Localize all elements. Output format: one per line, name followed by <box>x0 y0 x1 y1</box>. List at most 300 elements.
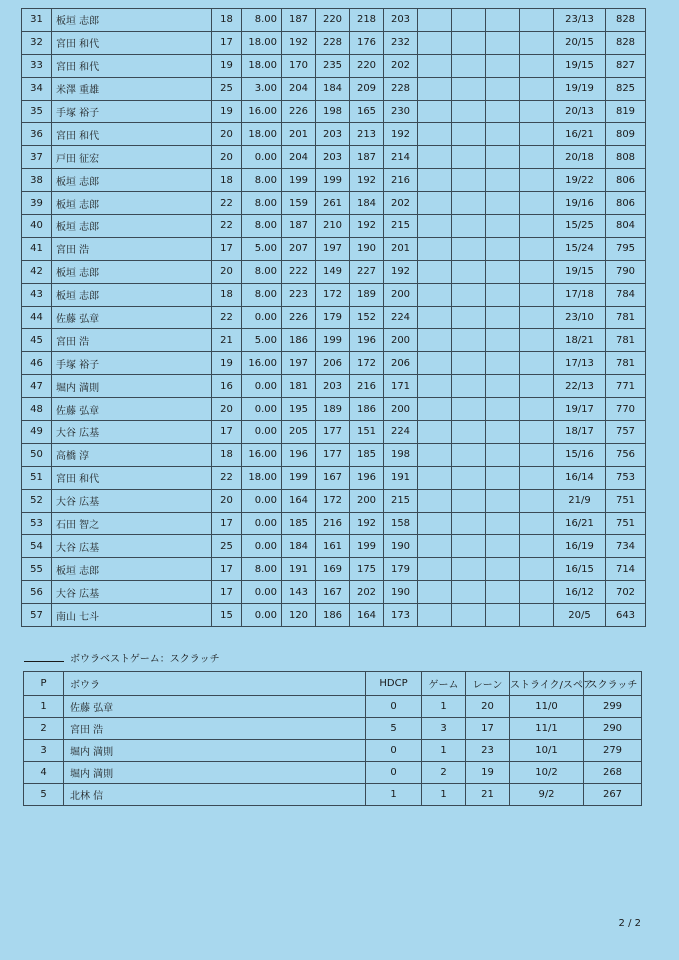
header-strike-spare: ストライク/スペア <box>510 672 584 696</box>
game4-cell: 200 <box>384 329 418 352</box>
empty-cell <box>452 421 486 444</box>
empty-cell <box>418 169 452 192</box>
empty-cell <box>452 466 486 489</box>
total-cell: 795 <box>606 237 646 260</box>
empty-cell <box>486 329 520 352</box>
table-row <box>22 31 646 54</box>
bowler-name-cell: 手塚 裕子 <box>52 352 212 375</box>
game1-cell: 164 <box>282 489 316 512</box>
empty-cell <box>486 31 520 54</box>
table-row <box>22 489 646 512</box>
page-number: 2 / 2 <box>618 918 641 929</box>
table-row <box>22 375 646 398</box>
lane-cell: 19 <box>466 762 510 784</box>
hdcp-cell: 8.00 <box>242 283 282 306</box>
strike-spare-cell: 20/18 <box>554 146 606 169</box>
strike-spare-cell: 19/15 <box>554 260 606 283</box>
empty-cell <box>486 123 520 146</box>
rank-cell: 38 <box>22 169 52 192</box>
table-row <box>22 9 646 32</box>
empty-cell <box>520 169 554 192</box>
hdcp-cell: 8.00 <box>242 9 282 32</box>
empty-cell <box>418 489 452 512</box>
empty-cell <box>418 123 452 146</box>
empty-cell <box>418 260 452 283</box>
empty-cell <box>452 443 486 466</box>
p-cell: 3 <box>24 740 64 762</box>
game3-cell: 200 <box>350 489 384 512</box>
total-cell: 806 <box>606 192 646 215</box>
bowler-name-cell: 宮田 浩 <box>52 329 212 352</box>
bowler-name-cell: 高橋 淳 <box>52 443 212 466</box>
rank-cell: 54 <box>22 535 52 558</box>
title-rule <box>24 661 64 662</box>
game4-cell: 232 <box>384 31 418 54</box>
lane-cell: 20 <box>212 123 242 146</box>
game4-cell: 191 <box>384 466 418 489</box>
rank-cell: 50 <box>22 443 52 466</box>
best-game-table <box>23 671 642 806</box>
lane-cell: 18 <box>212 443 242 466</box>
empty-cell <box>452 192 486 215</box>
game1-cell: 201 <box>282 123 316 146</box>
game1-cell: 143 <box>282 581 316 604</box>
empty-cell <box>452 123 486 146</box>
empty-cell <box>486 421 520 444</box>
table-row <box>22 77 646 100</box>
empty-cell <box>486 260 520 283</box>
empty-cell <box>486 443 520 466</box>
game3-cell: 176 <box>350 31 384 54</box>
game2-cell: 210 <box>316 215 350 238</box>
empty-cell <box>520 558 554 581</box>
rank-cell: 37 <box>22 146 52 169</box>
hdcp-cell: 0.00 <box>242 512 282 535</box>
bowler-name-cell: 佐藤 弘章 <box>52 306 212 329</box>
game1-cell: 226 <box>282 100 316 123</box>
game3-cell: 189 <box>350 283 384 306</box>
p-cell: 4 <box>24 762 64 784</box>
game3-cell: 187 <box>350 146 384 169</box>
total-cell: 781 <box>606 352 646 375</box>
bowler-name-cell: 板垣 志郎 <box>52 283 212 306</box>
lane-cell: 17 <box>212 237 242 260</box>
empty-cell <box>452 77 486 100</box>
bowler-name-cell: 板垣 志郎 <box>52 9 212 32</box>
rank-cell: 55 <box>22 558 52 581</box>
game1-cell: 195 <box>282 398 316 421</box>
hdcp-cell: 0.00 <box>242 421 282 444</box>
game4-cell: 179 <box>384 558 418 581</box>
empty-cell <box>418 192 452 215</box>
empty-cell <box>452 54 486 77</box>
game2-cell: 169 <box>316 558 350 581</box>
lane-cell: 21 <box>212 329 242 352</box>
game4-cell: 192 <box>384 260 418 283</box>
empty-cell <box>520 604 554 627</box>
total-cell: 809 <box>606 123 646 146</box>
table-row <box>22 260 646 283</box>
game-cell: 3 <box>422 718 466 740</box>
game4-cell: 201 <box>384 237 418 260</box>
lane-cell: 19 <box>212 100 242 123</box>
game2-cell: 203 <box>316 375 350 398</box>
total-cell: 771 <box>606 375 646 398</box>
empty-cell <box>486 169 520 192</box>
game2-cell: 203 <box>316 123 350 146</box>
empty-cell <box>452 9 486 32</box>
lane-cell: 21 <box>466 784 510 806</box>
game1-cell: 185 <box>282 512 316 535</box>
game3-cell: 185 <box>350 443 384 466</box>
empty-cell <box>520 581 554 604</box>
total-cell: 751 <box>606 512 646 535</box>
lane-cell: 20 <box>212 260 242 283</box>
game2-cell: 199 <box>316 329 350 352</box>
total-cell: 734 <box>606 535 646 558</box>
empty-cell <box>418 54 452 77</box>
total-cell: 756 <box>606 443 646 466</box>
total-cell: 751 <box>606 489 646 512</box>
empty-cell <box>452 31 486 54</box>
game3-cell: 152 <box>350 306 384 329</box>
rank-cell: 36 <box>22 123 52 146</box>
empty-cell <box>486 558 520 581</box>
game3-cell: 216 <box>350 375 384 398</box>
empty-cell <box>486 535 520 558</box>
total-cell: 757 <box>606 421 646 444</box>
game1-cell: 205 <box>282 421 316 444</box>
game2-cell: 235 <box>316 54 350 77</box>
empty-cell <box>486 375 520 398</box>
empty-cell <box>520 31 554 54</box>
table-row <box>24 762 642 784</box>
strike-spare-cell: 9/2 <box>510 784 584 806</box>
bowler-name-cell: 堀内 満則 <box>52 375 212 398</box>
table-row <box>22 581 646 604</box>
game4-cell: 215 <box>384 489 418 512</box>
empty-cell <box>452 100 486 123</box>
empty-cell <box>520 77 554 100</box>
empty-cell <box>418 100 452 123</box>
empty-cell <box>486 100 520 123</box>
empty-cell <box>452 535 486 558</box>
game4-cell: 171 <box>384 375 418 398</box>
table-row <box>22 306 646 329</box>
table-row <box>22 604 646 627</box>
empty-cell <box>452 512 486 535</box>
game1-cell: 187 <box>282 215 316 238</box>
empty-cell <box>418 9 452 32</box>
hdcp-cell: 16.00 <box>242 443 282 466</box>
hdcp-cell: 5 <box>366 718 422 740</box>
hdcp-cell: 8.00 <box>242 192 282 215</box>
best-game-title: ボウラベストゲーム：スクラッチ <box>70 654 220 665</box>
game3-cell: 218 <box>350 9 384 32</box>
game3-cell: 220 <box>350 54 384 77</box>
hdcp-cell: 16.00 <box>242 352 282 375</box>
game1-cell: 204 <box>282 77 316 100</box>
strike-spare-cell: 16/19 <box>554 535 606 558</box>
game-cell: 1 <box>422 784 466 806</box>
total-cell: 702 <box>606 581 646 604</box>
hdcp-cell: 5.00 <box>242 237 282 260</box>
game1-cell: 204 <box>282 146 316 169</box>
table-row <box>22 352 646 375</box>
game3-cell: 227 <box>350 260 384 283</box>
empty-cell <box>452 306 486 329</box>
bowler-name-cell: 大谷 広基 <box>52 421 212 444</box>
lane-cell: 17 <box>466 718 510 740</box>
lane-cell: 23 <box>466 740 510 762</box>
empty-cell <box>452 237 486 260</box>
empty-cell <box>486 77 520 100</box>
hdcp-cell: 1 <box>366 784 422 806</box>
game-cell: 1 <box>422 740 466 762</box>
header-bowler: ボウラ <box>64 672 366 696</box>
hdcp-cell: 3.00 <box>242 77 282 100</box>
lane-cell: 16 <box>212 375 242 398</box>
game3-cell: 190 <box>350 237 384 260</box>
game2-cell: 172 <box>316 283 350 306</box>
strike-spare-cell: 23/13 <box>554 9 606 32</box>
strike-spare-cell: 16/21 <box>554 512 606 535</box>
strike-spare-cell: 17/18 <box>554 283 606 306</box>
rank-cell: 41 <box>22 237 52 260</box>
game2-cell: 177 <box>316 443 350 466</box>
rank-cell: 32 <box>22 31 52 54</box>
bowler-name-cell: 板垣 志郎 <box>52 558 212 581</box>
total-cell: 643 <box>606 604 646 627</box>
bowler-name-cell: 板垣 志郎 <box>52 192 212 215</box>
empty-cell <box>520 100 554 123</box>
header-p: P <box>24 672 64 696</box>
table-row <box>22 329 646 352</box>
empty-cell <box>520 352 554 375</box>
bowler-name-cell: 宮田 和代 <box>52 31 212 54</box>
game3-cell: 192 <box>350 169 384 192</box>
header-scratch: スクラッチ <box>584 672 642 696</box>
empty-cell <box>452 146 486 169</box>
game1-cell: 199 <box>282 169 316 192</box>
game3-cell: 164 <box>350 604 384 627</box>
empty-cell <box>520 535 554 558</box>
bowler-name-cell: 宮田 和代 <box>52 466 212 489</box>
hdcp-cell: 0.00 <box>242 604 282 627</box>
empty-cell <box>418 306 452 329</box>
empty-cell <box>418 329 452 352</box>
rank-cell: 35 <box>22 100 52 123</box>
empty-cell <box>520 260 554 283</box>
game2-cell: 199 <box>316 169 350 192</box>
lane-cell: 20 <box>212 489 242 512</box>
bowler-name-cell: 宮田 和代 <box>52 54 212 77</box>
hdcp-cell: 0 <box>366 696 422 718</box>
hdcp-cell: 0.00 <box>242 581 282 604</box>
total-cell: 781 <box>606 329 646 352</box>
empty-cell <box>486 581 520 604</box>
p-cell: 1 <box>24 696 64 718</box>
empty-cell <box>520 215 554 238</box>
empty-cell <box>520 512 554 535</box>
game2-cell: 179 <box>316 306 350 329</box>
game3-cell: 151 <box>350 421 384 444</box>
rank-cell: 40 <box>22 215 52 238</box>
rank-cell: 34 <box>22 77 52 100</box>
game1-cell: 192 <box>282 31 316 54</box>
total-cell: 781 <box>606 306 646 329</box>
rank-cell: 46 <box>22 352 52 375</box>
rank-cell: 57 <box>22 604 52 627</box>
hdcp-cell: 18.00 <box>242 123 282 146</box>
table-row <box>22 169 646 192</box>
bowler-name-cell: 手塚 裕子 <box>52 100 212 123</box>
table-row <box>24 718 642 740</box>
lane-cell: 18 <box>212 283 242 306</box>
rank-cell: 42 <box>22 260 52 283</box>
table-row <box>22 421 646 444</box>
empty-cell <box>486 306 520 329</box>
strike-spare-cell: 11/0 <box>510 696 584 718</box>
empty-cell <box>418 237 452 260</box>
rank-cell: 33 <box>22 54 52 77</box>
empty-cell <box>520 283 554 306</box>
hdcp-cell: 18.00 <box>242 466 282 489</box>
game4-cell: 214 <box>384 146 418 169</box>
empty-cell <box>452 375 486 398</box>
game4-cell: 206 <box>384 352 418 375</box>
empty-cell <box>418 581 452 604</box>
rank-cell: 45 <box>22 329 52 352</box>
lane-cell: 19 <box>212 352 242 375</box>
strike-spare-cell: 17/13 <box>554 352 606 375</box>
game1-cell: 197 <box>282 352 316 375</box>
p-cell: 2 <box>24 718 64 740</box>
empty-cell <box>452 329 486 352</box>
game4-cell: 202 <box>384 54 418 77</box>
game1-cell: 170 <box>282 54 316 77</box>
total-cell: 770 <box>606 398 646 421</box>
empty-cell <box>418 535 452 558</box>
best-game-section-title <box>24 650 220 665</box>
strike-spare-cell: 15/24 <box>554 237 606 260</box>
game1-cell: 199 <box>282 466 316 489</box>
empty-cell <box>520 466 554 489</box>
game1-cell: 226 <box>282 306 316 329</box>
hdcp-cell: 8.00 <box>242 215 282 238</box>
strike-spare-cell: 20/15 <box>554 31 606 54</box>
empty-cell <box>520 237 554 260</box>
game3-cell: 196 <box>350 329 384 352</box>
strike-spare-cell: 10/2 <box>510 762 584 784</box>
lane-cell: 18 <box>212 169 242 192</box>
empty-cell <box>452 215 486 238</box>
bowler-name-cell: 宮田 和代 <box>52 123 212 146</box>
game4-cell: 190 <box>384 535 418 558</box>
game4-cell: 192 <box>384 123 418 146</box>
game4-cell: 228 <box>384 77 418 100</box>
game2-cell: 149 <box>316 260 350 283</box>
strike-spare-cell: 19/19 <box>554 77 606 100</box>
empty-cell <box>520 9 554 32</box>
rank-cell: 39 <box>22 192 52 215</box>
empty-cell <box>418 421 452 444</box>
game2-cell: 172 <box>316 489 350 512</box>
empty-cell <box>520 123 554 146</box>
empty-cell <box>520 54 554 77</box>
lane-cell: 25 <box>212 77 242 100</box>
hdcp-cell: 0.00 <box>242 146 282 169</box>
empty-cell <box>520 489 554 512</box>
game-cell: 1 <box>422 696 466 718</box>
game2-cell: 228 <box>316 31 350 54</box>
rank-cell: 52 <box>22 489 52 512</box>
empty-cell <box>418 283 452 306</box>
game3-cell: 192 <box>350 512 384 535</box>
rank-cell: 31 <box>22 9 52 32</box>
game4-cell: 224 <box>384 306 418 329</box>
strike-spare-cell: 11/1 <box>510 718 584 740</box>
lane-cell: 17 <box>212 558 242 581</box>
game4-cell: 230 <box>384 100 418 123</box>
rank-cell: 56 <box>22 581 52 604</box>
table-row <box>22 100 646 123</box>
scratch-cell: 267 <box>584 784 642 806</box>
table-row <box>22 443 646 466</box>
total-cell: 806 <box>606 169 646 192</box>
hdcp-cell: 0.00 <box>242 306 282 329</box>
bowler-cell: 堀内 満則 <box>64 762 366 784</box>
empty-cell <box>452 489 486 512</box>
bowler-name-cell: 宮田 浩 <box>52 237 212 260</box>
empty-cell <box>486 192 520 215</box>
table-row <box>22 215 646 238</box>
lane-cell: 20 <box>212 146 242 169</box>
empty-cell <box>486 466 520 489</box>
lane-cell: 20 <box>212 398 242 421</box>
empty-cell <box>418 375 452 398</box>
game1-cell: 159 <box>282 192 316 215</box>
game2-cell: 197 <box>316 237 350 260</box>
game2-cell: 167 <box>316 581 350 604</box>
total-cell: 808 <box>606 146 646 169</box>
empty-cell <box>520 443 554 466</box>
table-row <box>22 237 646 260</box>
total-cell: 784 <box>606 283 646 306</box>
total-cell: 828 <box>606 31 646 54</box>
game1-cell: 223 <box>282 283 316 306</box>
game3-cell: 202 <box>350 581 384 604</box>
game1-cell: 120 <box>282 604 316 627</box>
empty-cell <box>486 283 520 306</box>
game2-cell: 161 <box>316 535 350 558</box>
game4-cell: 202 <box>384 192 418 215</box>
game1-cell: 207 <box>282 237 316 260</box>
game1-cell: 181 <box>282 375 316 398</box>
game4-cell: 158 <box>384 512 418 535</box>
game3-cell: 199 <box>350 535 384 558</box>
bowler-name-cell: 戸田 征宏 <box>52 146 212 169</box>
game3-cell: 165 <box>350 100 384 123</box>
hdcp-cell: 0.00 <box>242 535 282 558</box>
total-cell: 828 <box>606 9 646 32</box>
scratch-cell: 290 <box>584 718 642 740</box>
table-row <box>24 784 642 806</box>
empty-cell <box>520 146 554 169</box>
game3-cell: 186 <box>350 398 384 421</box>
lane-cell: 15 <box>212 604 242 627</box>
empty-cell <box>418 558 452 581</box>
